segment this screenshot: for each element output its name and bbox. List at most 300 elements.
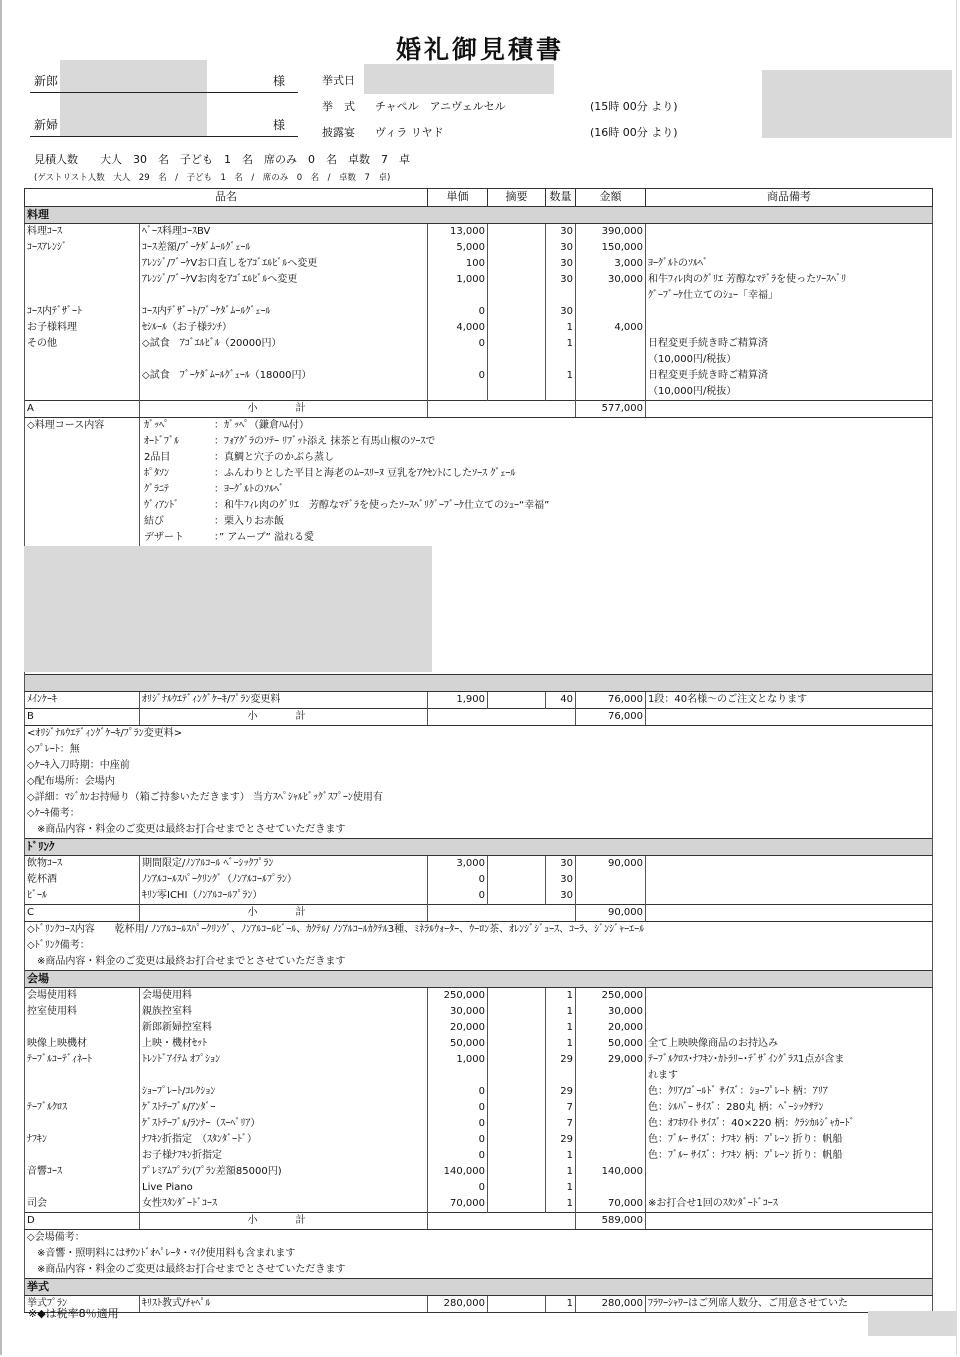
item-unit-price: 0 xyxy=(428,1148,488,1164)
subtotal-row xyxy=(25,709,933,726)
document-title: 婚礼御見積書 xyxy=(395,35,564,64)
item-name: ﾍﾞｰｽ料理ｺｰｽBV xyxy=(140,224,428,241)
note-row xyxy=(25,726,933,743)
empty-cell xyxy=(25,288,140,304)
item-category: ﾋﾞｰﾙ xyxy=(25,888,140,905)
item-row xyxy=(25,240,933,256)
course-row xyxy=(25,466,933,482)
item-quantity: 1 xyxy=(546,1196,576,1213)
section-note: ◇詳細：ﾏｼﾞｶﾝお持帰り（箱ご持参いただきます） 当方ｽﾍﾟｼｬﾙﾋﾞｯｸﾞｽﾌﾟｰﾝ使用有 xyxy=(25,790,933,806)
subtotal-amount: 589,000 xyxy=(576,1213,646,1230)
item-row xyxy=(25,856,933,873)
item-name: Live Piano xyxy=(140,1180,428,1196)
item-quantity: 29 xyxy=(546,1132,576,1148)
course-item-value: ：真鯛と穴子のかぶら蒸し xyxy=(214,452,334,463)
section-note: ※商品内容・料金のご変更は最終お打合せまでとさせていただきます xyxy=(25,954,933,971)
note-row xyxy=(25,922,933,939)
item-name: 上映・機材ｾｯﾄ xyxy=(140,1036,428,1052)
item-summary xyxy=(488,1116,546,1132)
item-unit-price: 1,000 xyxy=(428,272,488,288)
item-quantity: 7 xyxy=(546,1100,576,1116)
item-summary xyxy=(488,368,546,384)
course-row xyxy=(25,482,933,498)
date-redaction xyxy=(364,64,554,94)
course-item-value: ：ﾌｫｱｸﾞﾗのｿﾃｰ ﾘﾌﾞｯﾄ添え 抹茶と有馬山椒のｿｰｽで xyxy=(214,436,436,447)
item-unit-price: 0 xyxy=(428,1084,488,1100)
item-name: 会場使用料 xyxy=(140,988,428,1005)
item-note: 色：ｸﾘｱ/ｺﾞｰﾙﾄﾞ ｻｲｽﾞ：ｼｮｰﾌﾟﾚｰﾄ 柄：ｱﾘｱ xyxy=(646,1084,933,1100)
item-quantity: 30 xyxy=(546,256,576,272)
item-row xyxy=(25,1296,933,1313)
item-summary xyxy=(488,224,546,241)
item-summary xyxy=(488,1004,546,1020)
section-note: ◇ﾄﾞﾘﾝｸ備考： xyxy=(25,938,933,954)
item-row xyxy=(25,888,933,905)
empty-cell xyxy=(428,709,576,726)
item-unit-price: 13,000 xyxy=(428,224,488,241)
item-note-continued: （10,000円/税抜） xyxy=(646,384,933,401)
item-quantity: 7 xyxy=(546,1116,576,1132)
course-item-value: ：” アムーブ” 溢れる愛 xyxy=(214,532,315,543)
item-category: 乾杯酒 xyxy=(25,872,140,888)
note-row xyxy=(25,938,933,954)
section-note: ◇ﾄﾞﾘﾝｸｺｰｽ内容 乾杯用/ ﾉﾝｱﾙｺｰﾙｽﾊﾟｰｸﾘﾝｸﾞ、ﾉﾝｱﾙｺｰﾙﾋﾞｰﾙ、ｶｸﾃﾙ/ ﾉﾝｱﾙｺｰﾙｶｸﾃﾙ3種、ﾐﾈﾗﾙｳｫｰﾀｰ、ｳｰﾛﾝ茶、ｵﾚﾝｼﾞｼﾞｭｰｽ、ｺｰﾗ、ｼﾞﾝｼﾞｬｰｴｰﾙ xyxy=(25,922,933,939)
empty-cell xyxy=(428,352,488,368)
table-header-row xyxy=(25,189,933,207)
item-unit-price: 140,000 xyxy=(428,1164,488,1180)
item-summary xyxy=(488,988,546,1005)
item-summary xyxy=(488,336,546,352)
item-amount xyxy=(576,304,646,320)
header-quantity: 数量 xyxy=(546,189,576,207)
course-label xyxy=(25,498,140,514)
item-amount: 70,000 xyxy=(576,1196,646,1213)
course-item-key: 2品目 xyxy=(144,452,171,463)
item-summary xyxy=(488,1084,546,1100)
item-row xyxy=(25,1084,933,1100)
item-unit-price: 280,000 xyxy=(428,1296,488,1313)
bride-underline xyxy=(30,136,298,137)
section-header-drink xyxy=(25,839,933,856)
bride-honorific: 様 xyxy=(273,118,286,132)
item-note xyxy=(646,1020,933,1036)
course-item xyxy=(140,498,933,514)
item-note xyxy=(646,320,933,336)
bride-label: 新婦 xyxy=(34,118,59,132)
note-row xyxy=(25,758,933,774)
item-quantity: 1 xyxy=(546,1148,576,1164)
item-name: ｱﾚﾝｼﾞ/ﾌﾞｰｹVお肉をｱｺﾞｴﾙﾋﾞﾙへ変更 xyxy=(140,272,428,288)
item-category xyxy=(25,1084,140,1100)
item-unit-price: 50,000 xyxy=(428,1036,488,1052)
note-row xyxy=(25,806,933,822)
item-unit-price: 0 xyxy=(428,1132,488,1148)
course-item-value: ：ﾖｰｸﾞﾙﾄのｿﾙﾍﾞ xyxy=(214,484,284,495)
item-name: 期間限定/ﾉﾝｱﾙｺｰﾙ ﾍﾞｰｼｯｸﾌﾟﾗﾝ xyxy=(140,856,428,873)
item-name: ﾅﾌｷﾝ折指定 （ｽﾀﾝﾀﾞｰﾄﾞ） xyxy=(140,1132,428,1148)
item-row xyxy=(25,872,933,888)
item-amount xyxy=(576,1116,646,1132)
item-note: ※お打合せ1回のｽﾀﾝﾀﾞｰﾄﾞｺｰｽ xyxy=(646,1196,933,1213)
item-unit-price: 70,000 xyxy=(428,1196,488,1213)
item-note: 1段：40名様～のご注文となります xyxy=(646,692,933,709)
empty-cell xyxy=(25,352,140,368)
item-row xyxy=(25,1196,933,1213)
section-note: ◇ﾌﾟﾚｰﾄ：無 xyxy=(25,742,933,758)
item-summary xyxy=(488,272,546,288)
item-unit-price: 0 xyxy=(428,872,488,888)
item-note: 色：ｼﾙﾊﾞｰ ｻｲｽﾞ：280丸 柄：ﾍﾞｰｼｯｸｻﾃﾝ xyxy=(646,1100,933,1116)
section-note: ◇配布場所：会場内 xyxy=(25,774,933,790)
empty-cell xyxy=(576,288,646,304)
item-summary xyxy=(488,240,546,256)
estimate-table xyxy=(24,188,933,1313)
section-note: ※商品内容・料金のご変更は最終お打合せまでとさせていただきます xyxy=(25,822,933,839)
item-category: お子様料理 xyxy=(25,320,140,336)
item-quantity: 30 xyxy=(546,888,576,905)
item-amount: 250,000 xyxy=(576,988,646,1005)
ceremony-label: 挙 式 xyxy=(322,100,355,113)
item-unit-price: 0 xyxy=(428,1180,488,1196)
empty-cell xyxy=(140,384,428,401)
course-item-key: ｳﾞｨｱﾝﾄﾞ xyxy=(144,500,179,511)
subtotal-label: 小 計 xyxy=(140,905,428,922)
groom-honorific: 様 xyxy=(273,74,286,88)
item-amount xyxy=(576,1132,646,1148)
empty-cell xyxy=(576,1068,646,1084)
item-name: お子様ﾅﾌｷﾝ折指定 xyxy=(140,1148,428,1164)
item-category: ｺｰｽ内ﾃﾞｻﾞｰﾄ xyxy=(25,304,140,320)
item-category: 飲物ｺｰｽ xyxy=(25,856,140,873)
subtotal-row xyxy=(25,905,933,922)
item-row xyxy=(25,1180,933,1196)
item-note xyxy=(646,856,933,873)
item-category: 映像上映機材 xyxy=(25,1036,140,1052)
reception-time: (16時 00分 より) xyxy=(590,126,678,139)
item-quantity: 1 xyxy=(546,336,576,352)
course-row xyxy=(25,514,933,530)
course-label xyxy=(25,450,140,466)
item-category: ﾅﾌｷﾝ xyxy=(25,1132,140,1148)
groom-underline xyxy=(30,92,298,93)
item-category xyxy=(25,1116,140,1132)
item-summary xyxy=(488,1296,546,1313)
item-summary xyxy=(488,1100,546,1116)
item-quantity: 30 xyxy=(546,856,576,873)
item-quantity: 29 xyxy=(546,1084,576,1100)
subtotal-label: 小 計 xyxy=(140,1213,428,1230)
item-name: ◇試食 ｱｺﾞｴﾙﾋﾞﾙ（20000円） xyxy=(140,336,428,352)
section-note: <ｵﾘｼﾞﾅﾙｳｴﾃﾞｨﾝｸﾞｹｰｷ/ﾌﾟﾗﾝ変更料> xyxy=(25,726,933,743)
item-name: ◇試食 ﾌﾞｰｹﾀﾞﾑｰﾙｸﾞｪｰﾙ（18000円） xyxy=(140,368,428,384)
item-row xyxy=(25,1116,933,1132)
course-item-key: ｵｰﾄﾞﾌﾞﾙ xyxy=(144,436,179,447)
course-item xyxy=(140,418,933,435)
item-category xyxy=(25,272,140,288)
section-header-venue xyxy=(25,971,933,988)
note-row xyxy=(25,822,933,839)
header-summary: 摘要 xyxy=(488,189,546,207)
item-quantity: 1 xyxy=(546,1036,576,1052)
empty-cell xyxy=(546,384,576,401)
item-amount: 20,000 xyxy=(576,1020,646,1036)
corner-redaction xyxy=(762,70,952,138)
item-row xyxy=(25,224,933,241)
empty-cell xyxy=(646,905,933,922)
item-row xyxy=(25,304,933,320)
item-amount: 4,000 xyxy=(576,320,646,336)
item-quantity: 1 xyxy=(546,1020,576,1036)
item-unit-price: 0 xyxy=(428,888,488,905)
item-unit-price: 0 xyxy=(428,1116,488,1132)
subtotal-row xyxy=(25,1213,933,1230)
course-item-value: ：ｶﾞｯﾍﾟ（鎌倉ﾊﾑ付） xyxy=(214,420,309,431)
item-category: 司会 xyxy=(25,1196,140,1213)
section-title: 挙式 xyxy=(25,1279,933,1296)
subtotal-row xyxy=(25,401,933,418)
item-category xyxy=(25,256,140,272)
note-row xyxy=(25,774,933,790)
section-note: ◇会場備考： xyxy=(25,1230,933,1247)
course-item xyxy=(140,514,933,530)
item-note: 和牛ﾌｨﾚ肉のｸﾞﾘｴ 芳醇なﾏﾃﾞﾗを使ったｿｰｽﾍﾞﾘ xyxy=(646,272,933,288)
note-row xyxy=(25,954,933,971)
item-note: 日程変更手続き時ご精算済 xyxy=(646,368,933,384)
item-category: ﾃｰﾌﾞﾙｺｰﾃﾞｨﾈｰﾄ xyxy=(25,1052,140,1068)
item-amount xyxy=(576,1148,646,1164)
item-quantity: 30 xyxy=(546,224,576,241)
item-name: ﾄﾚﾝﾄﾞｱｲﾃﾑ ｵﾌﾟｼｮﾝ xyxy=(140,1052,428,1068)
item-note: 色：ﾌﾞﾙｰ ｻｲｽﾞ：ﾅﾌｷﾝ 柄：ﾌﾟﾚｰﾝ 折り：帆船 xyxy=(646,1132,933,1148)
item-summary xyxy=(488,888,546,905)
section-note: ◇ｹｰｷ入刀時期：中座前 xyxy=(25,758,933,774)
item-row xyxy=(25,988,933,1005)
item-quantity: 40 xyxy=(546,692,576,709)
section-title: ﾄﾞﾘﾝｸ xyxy=(25,839,933,856)
empty-cell xyxy=(646,1213,933,1230)
course-item-key: デザート xyxy=(144,532,184,543)
name-redaction xyxy=(60,60,207,136)
item-quantity: 1 xyxy=(546,1004,576,1020)
item-amount: 3,000 xyxy=(576,256,646,272)
guest-list-summary: (ゲストリスト人数 大人 29 名 / 子ども 1 名 / 席のみ 0 名 / 卓数 7 卓) xyxy=(34,173,391,183)
ceremony-venue: チャペル アニヴェルセル xyxy=(375,100,506,113)
item-note xyxy=(646,1164,933,1180)
course-label xyxy=(25,466,140,482)
item-quantity: 1 xyxy=(546,1164,576,1180)
item-row xyxy=(25,320,933,336)
item-amount xyxy=(576,1100,646,1116)
item-unit-price: 20,000 xyxy=(428,1020,488,1036)
item-summary xyxy=(488,1180,546,1196)
item-row-continued xyxy=(25,352,933,368)
item-category xyxy=(25,1020,140,1036)
empty-cell xyxy=(428,905,576,922)
header-product-notes: 商品備考 xyxy=(646,189,933,207)
empty-cell xyxy=(428,401,576,418)
item-category xyxy=(25,1148,140,1164)
section-note: ※商品内容・料金のご変更は最終お打合せまでとさせていただきます xyxy=(25,1262,933,1279)
course-item xyxy=(140,450,933,466)
item-summary xyxy=(488,1052,546,1068)
course-label xyxy=(25,434,140,450)
item-note xyxy=(646,1180,933,1196)
item-unit-price: 0 xyxy=(428,336,488,352)
subtotal-amount: 90,000 xyxy=(576,905,646,922)
section-header-cuisine xyxy=(25,207,933,224)
item-summary xyxy=(488,1164,546,1180)
item-note-continued: ｸﾞｰﾌﾞｰｹ仕立てのｼｭｰ「幸福」 xyxy=(646,288,933,304)
item-summary xyxy=(488,1196,546,1213)
item-name: 親族控室料 xyxy=(140,1004,428,1020)
empty-cell xyxy=(546,288,576,304)
subtotal-amount: 76,000 xyxy=(576,709,646,726)
item-note xyxy=(646,1004,933,1020)
tax-footnote: ※◆は税率8％適用 xyxy=(28,1307,119,1320)
empty-cell xyxy=(488,288,546,304)
item-unit-price: 250,000 xyxy=(428,988,488,1005)
item-row xyxy=(25,272,933,288)
item-name: ｹﾞｽﾄﾃｰﾌﾞﾙ/ﾗﾝﾅｰ（ｽｰﾍﾞﾘｱ） xyxy=(140,1116,428,1132)
item-note xyxy=(646,888,933,905)
item-row xyxy=(25,1036,933,1052)
item-row xyxy=(25,1020,933,1036)
empty-cell xyxy=(140,352,428,368)
section-title: 料理 xyxy=(25,207,933,224)
item-note: 日程変更手続き時ご精算済 xyxy=(646,336,933,352)
item-name: 新郎新婦控室料 xyxy=(140,1020,428,1036)
empty-cell xyxy=(428,1068,488,1084)
item-amount: 90,000 xyxy=(576,856,646,873)
section-title xyxy=(25,675,933,692)
item-row xyxy=(25,692,933,709)
item-row xyxy=(25,1100,933,1116)
item-row xyxy=(25,1132,933,1148)
item-category: 挙式ﾌﾟﾗﾝ xyxy=(25,1296,140,1313)
section-header-cake xyxy=(25,675,933,692)
groom-label: 新郎 xyxy=(34,74,59,88)
course-row xyxy=(25,530,933,546)
item-amount: 280,000 xyxy=(576,1296,646,1313)
item-summary xyxy=(488,304,546,320)
item-note-continued: （10,000円/税抜） xyxy=(646,352,933,368)
item-note: 全て上映映像商品のお持込み xyxy=(646,1036,933,1052)
item-note xyxy=(646,224,933,241)
subtotal-code: C xyxy=(25,905,140,922)
empty-cell xyxy=(428,384,488,401)
item-note xyxy=(646,872,933,888)
item-note xyxy=(646,240,933,256)
item-unit-price: 4,000 xyxy=(428,320,488,336)
empty-cell xyxy=(576,384,646,401)
header-amount: 金額 xyxy=(576,189,646,207)
item-unit-price: 1,000 xyxy=(428,1052,488,1068)
item-summary xyxy=(488,1148,546,1164)
item-name: 女性ｽﾀﾝﾀﾞｰﾄﾞｺｰｽ xyxy=(140,1196,428,1213)
item-quantity: 30 xyxy=(546,240,576,256)
ceremony-time: (15時 00分 より) xyxy=(590,100,678,113)
empty-cell xyxy=(140,288,428,304)
item-summary xyxy=(488,1036,546,1052)
header-item-name: 品名 xyxy=(25,189,428,207)
course-label xyxy=(25,514,140,530)
item-amount xyxy=(576,368,646,384)
item-note xyxy=(646,304,933,320)
course-item xyxy=(140,482,933,498)
course-item-key: 結び xyxy=(144,516,164,527)
course-row xyxy=(25,418,933,435)
note-row xyxy=(25,790,933,806)
subtotal-code: D xyxy=(25,1213,140,1230)
footer-redaction xyxy=(868,1311,956,1336)
item-quantity: 30 xyxy=(546,872,576,888)
content-redaction xyxy=(24,546,432,672)
subtotal-code: B xyxy=(25,709,140,726)
item-unit-price: 0 xyxy=(428,304,488,320)
item-unit-price: 30,000 xyxy=(428,1004,488,1020)
ceremony-date-label: 挙式日 xyxy=(322,74,355,87)
item-category: ﾒｲﾝｹｰｷ xyxy=(25,692,140,709)
item-amount: 76,000 xyxy=(576,692,646,709)
course-row xyxy=(25,434,933,450)
item-amount xyxy=(576,1084,646,1100)
empty-cell xyxy=(428,1213,576,1230)
item-name: ｱﾚﾝｼﾞ/ﾌﾞｰｹVお口直しをｱｺﾞｴﾙﾋﾞﾙへ変更 xyxy=(140,256,428,272)
note-row xyxy=(25,742,933,758)
item-row-continued xyxy=(25,384,933,401)
item-amount: 30,000 xyxy=(576,1004,646,1020)
empty-cell xyxy=(576,352,646,368)
empty-cell xyxy=(428,288,488,304)
item-category xyxy=(25,1180,140,1196)
item-row xyxy=(25,368,933,384)
note-row xyxy=(25,1246,933,1262)
empty-cell xyxy=(488,384,546,401)
item-category: 会場使用料 xyxy=(25,988,140,1005)
item-amount xyxy=(576,872,646,888)
item-name: ｷﾘｽﾄ教式/ﾁｬﾍﾟﾙ xyxy=(140,1296,428,1313)
item-amount xyxy=(576,1180,646,1196)
item-note: ﾖｰｸﾞﾙﾄのｿﾙﾍﾞ xyxy=(646,256,933,272)
empty-cell xyxy=(646,709,933,726)
item-category: ｺｰｽｱﾚﾝｼﾞ xyxy=(25,240,140,256)
section-title: 会場 xyxy=(25,971,933,988)
item-row xyxy=(25,1052,933,1068)
item-name: ｵﾘｼﾞﾅﾙｳｴﾃﾞｨﾝｸﾞｹｰｷ/ﾌﾟﾗﾝ変更料 xyxy=(140,692,428,709)
guest-summary: 見積人数 大人 30 名 子ども 1 名 席のみ 0 名 卓数 7 卓 xyxy=(34,153,410,166)
course-label: ◇料理コース内容 xyxy=(25,418,140,435)
subtotal-label: 小 計 xyxy=(140,709,428,726)
item-unit-price: 3,000 xyxy=(428,856,488,873)
item-category: その他 xyxy=(25,336,140,352)
item-unit-price: 1,900 xyxy=(428,692,488,709)
item-note: 色：ｵﾌﾎﾜｲﾄ ｻｲｽﾞ：40×220 柄：ｸﾗｼｶﾙｼﾞｬｶｰﾄﾞ xyxy=(646,1116,933,1132)
item-category: 料理ｺｰｽ xyxy=(25,224,140,241)
item-quantity: 1 xyxy=(546,1180,576,1196)
empty-cell xyxy=(546,1068,576,1084)
item-amount: 150,000 xyxy=(576,240,646,256)
item-unit-price: 5,000 xyxy=(428,240,488,256)
section-header-ceremony xyxy=(25,1279,933,1296)
course-item xyxy=(140,434,933,450)
section-note: ◇ｹｰｷ備考： xyxy=(25,806,933,822)
item-summary xyxy=(488,320,546,336)
header-unit-price: 単価 xyxy=(428,189,488,207)
empty-cell xyxy=(25,384,140,401)
item-note: ﾌﾗﾜｰｼｬﾜｰはご列席人数分、ご用意させていた xyxy=(646,1296,933,1313)
reception-label: 披露宴 xyxy=(322,126,355,139)
course-item xyxy=(140,466,933,482)
